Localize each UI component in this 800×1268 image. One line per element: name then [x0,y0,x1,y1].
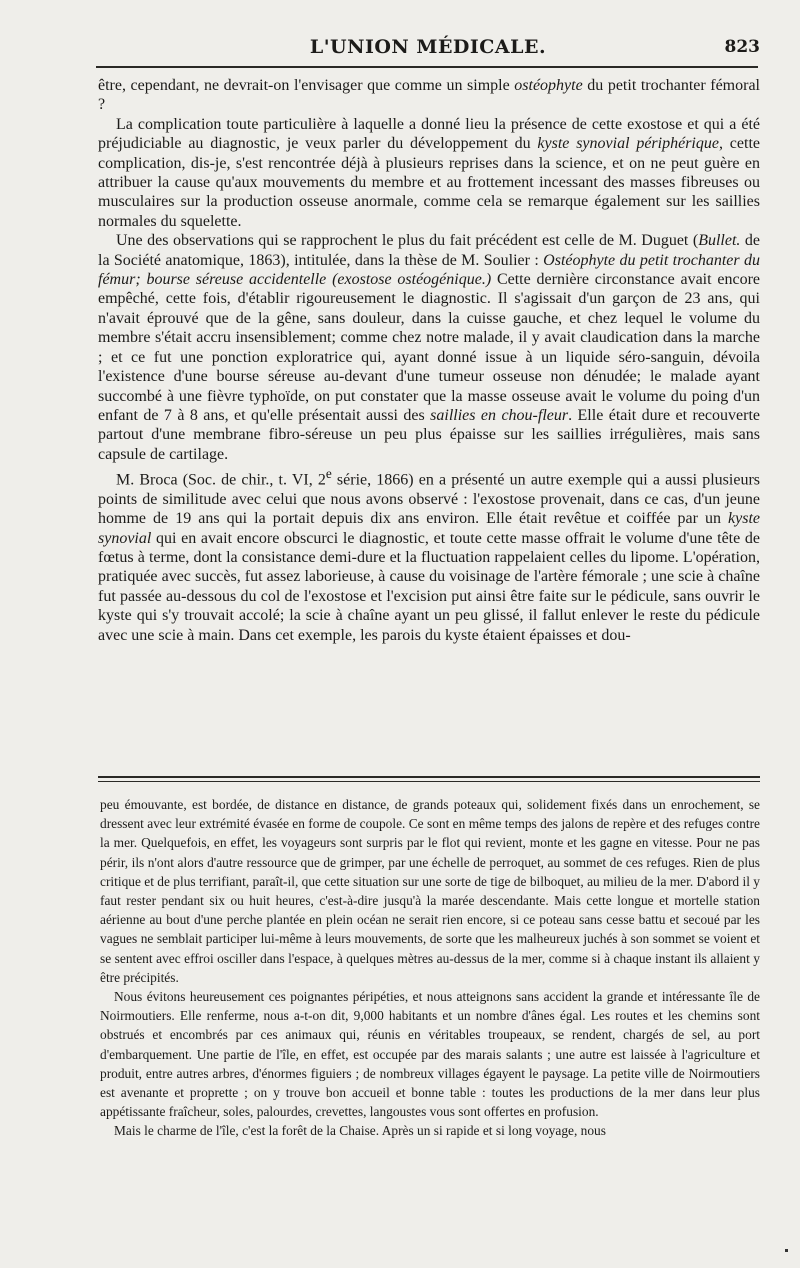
main-article [98,76,760,645]
paragraph: La complication toute particulière à laquelle a donné lieu la présence de cette exostose et qui a été préjudiciable au diagnostic, je veux parler du développement du kyste synovial périphérique, cette complication, dis-je, s'est rencontrée déjà à plusieurs reprises dans la science, et on ne peut guère en attribuer la cause qu'aux mouvements du membre et au frottement incessant des masses fibreuses ou musculaires sur la production osseuse anormale, comme cela se remarque également sur les saillies normales du squelette. [98,115,760,230]
feuilleton-paragraph: Nous évitons heureusement ces poignantes péripéties, et nous atteignons sans accident la grande et intéressante île de Noirmoutiers. Elle renferme, nous a-t-on dit, 9,000 habitants et un nombre d'ânes égal. Les routes et les chemins sont obstrués et encombrés par ces animaux qui, réunis en véritables troupeaux, se rendent, chargés de sel, au port d'embarquement. Une partie de l'île, en effet, est occupée par des marais salants ; une autre est laissée à l'agriculture et produit, entre autres arbres, d'énormes figuiers ; de nombreux villages égayent le paysage. La petite ville de Noirmoutiers est avenante et proprette ; on y trouve bon accueil et bonne table : toutes les productions de la mer dans leur plus appétissante fraîcheur, soles, palourdes, crevettes, langoustes vous sont offertes en profusion. [100,989,760,1120]
section-divider-thin [98,781,760,782]
paragraph: M. Broca (Soc. de chir., t. VI, 2e série, 1866) en a présenté un autre exemple qui a aussi plusieurs points de similitude avec celui que nous avons observé : l'exostose provenait, dans ce cas, d'un jeune homme de 19 ans qui la portait depuis dix ans environ. Elle était revêtue et coiffée par un kyste synovial qui en avait encore obscurci le diagnostic, et toute cette masse offrait le volume d'une tête de fœtus à terme, dont la consistance demi-dure et la fluctuation rappelaient celles du lipome. L'opération, pratiquée avec succès, fut assez laborieuse, à cause du voisinage de l'artère fémorale ; une scie à chaîne fut passée au-dessous du col de l'exostose et l'excision put ainsi être faite sur le pédicule, sans ouvrir le kyste qui s'y trouvait accolé; la scie à chaîne ayant un peu glissé, il fallut enlever le reste du pédicule avec une scie à main. Dans cet exemple, les parois du kyste étaient épaisses et dou- [98,466,761,644]
scan-mark [785,1249,788,1252]
page-number: 823 [724,37,760,57]
journal-title: L'UNION MÉDICALE. [309,36,547,58]
paragraph: être, cependant, ne devrait-on l'envisager que comme un simple ostéophyte du petit trochanter fémoral ? [98,77,761,114]
feuilleton-paragraph: peu émouvante, est bordée, de distance en distance, de grands poteaux qui, solidement fixés dans un enrochement, se dressent avec leur extrémité évasée en forme de coupole. Ce sont en même temps des jalons de repère et des refuges contre la mer. Quelquefois, en effet, les voyageurs sont surpris par le flot qui revient, monte et les gagne en vitesse. Pour ne pas périr, ils n'ont alors d'autre ressource que de grimper, par une échelle de perroquet, au sommet de ces refuges. Rien de plus critique et de plus terrifiant, paraît-il, que cette situation sur une sorte de tige de bilboquet, au milieu de la mer. D'abord il y faut rester pendant six ou huit heures, c'est-à-dire jusqu'à la marée descendante. Mais cette longue et mortelle station aérienne au bout d'une perche plantée en plein océan ne serait rien encore, si ce poteau sans cesse battu et secoué par les vagues ne semblait participer lui-même à leurs mouvements, de sorte que les malheureux juchés à son sommet se voient et se sentent avec effroi osciller dans l'espace, à quelques mètres au-dessus de la mer, comme si à chaque instant ils allaient y être précipités. [100,797,760,985]
header-rule [96,66,758,68]
section-divider [98,776,760,778]
feuilleton-section [100,795,760,1141]
running-header [96,34,760,64]
paragraph: Une des observations qui se rapprochent le plus du fait précédent est celle de M. Duguet (Bullet. de la Société anatomique, 1863), intitulée, dans la thèse de M. Soulier : Ostéophyte du petit trochanter du fémur; bourse séreuse accidentelle (exostose ostéogénique.) Cette dernière circonstance avait encore empêché, cette fois, d'établir rigoureusement le diagnostic. Il s'agissait d'un garçon de 23 ans, qui n'avait éprouvé que de la gêne, sans douleur, dans la cuisse gauche, et chez lequel le volume du membre s'était accru insensiblement; comme chez notre malade, il y avait claudication dans la marche ; et ce fut une ponction exploratrice qui, ayant donné issue à un liquide séro-sanguin, dévoila l'existence d'une bourse séreuse au-devant d'une tumeur osseuse non dénudée; le malade ayant succombé à une fièvre typhoïde, on put constater que la masse osseuse avait le volume du poing d'un enfant de 7 à 8 ans, et qu'elle présentait aussi des saillies en chou-fleur. Elle était dure et recouverte partout d'une membrane fibro-séreuse un peu plus épaisse sur les saillies irrégulières, mais sans capsule de cartilage. [98,232,761,463]
feuilleton-paragraph: Mais le charme de l'île, c'est la forêt de la Chaise. Après un si rapide et si long voyage, nous [114,1123,606,1139]
